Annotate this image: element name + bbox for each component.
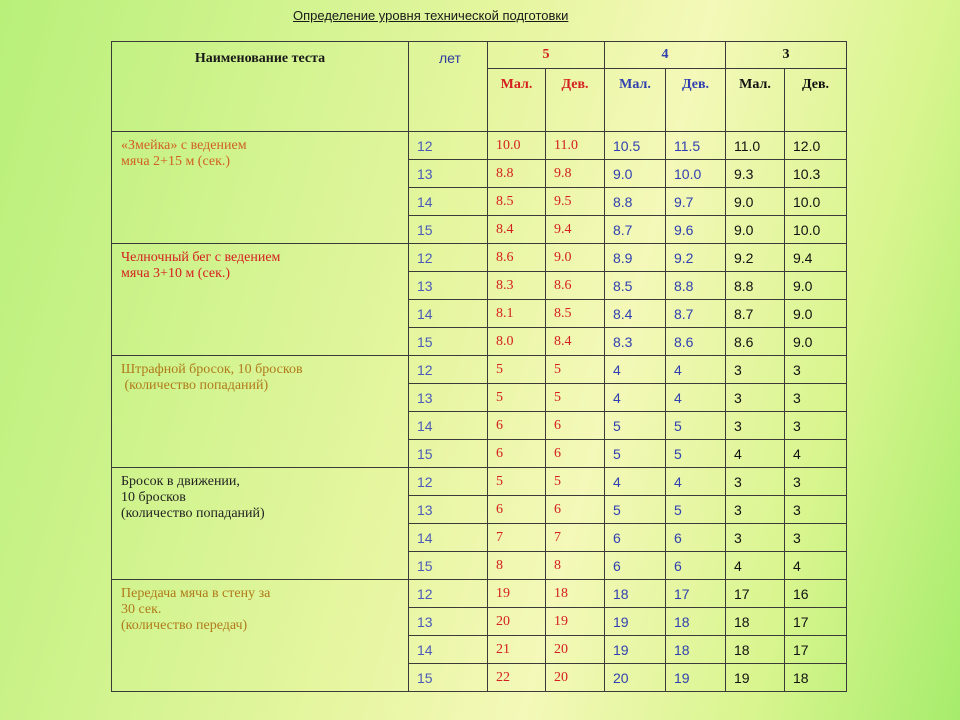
value-cell-boys-3: 8.6 <box>726 328 785 356</box>
test-name-cell <box>112 468 409 580</box>
value-cell-girls-3: 18 <box>785 664 847 692</box>
age-cell: 14 <box>409 300 488 328</box>
test-name-line: мяча 3+10 м (сек.) <box>121 266 231 281</box>
value-cell-girls-4: 4 <box>666 356 726 384</box>
table-row <box>112 244 847 272</box>
value-cell-boys-3: 4 <box>726 552 785 580</box>
age-cell: 12 <box>409 132 488 160</box>
value-cell-girls-3: 10.0 <box>785 216 847 244</box>
value-cell-boys-4: 4 <box>605 384 666 412</box>
value-cell-boys-3: 17 <box>726 580 785 608</box>
value-cell-girls-5: 6 <box>546 412 605 440</box>
value-cell-boys-5: 8.4 <box>488 216 546 244</box>
age-cell: 14 <box>409 412 488 440</box>
age-cell: 13 <box>409 384 488 412</box>
value-cell-girls-4: 4 <box>666 384 726 412</box>
page-title: Определение уровня технической подготовки <box>293 8 569 23</box>
value-cell-girls-5: 7 <box>546 524 605 552</box>
value-cell-girls-3: 3 <box>785 496 847 524</box>
value-cell-boys-5: 8.1 <box>488 300 546 328</box>
value-cell-girls-4: 5 <box>666 412 726 440</box>
value-cell-boys-3: 4 <box>726 440 785 468</box>
value-cell-boys-3: 19 <box>726 664 785 692</box>
value-cell-boys-5: 8.0 <box>488 328 546 356</box>
value-cell-girls-5: 8.5 <box>546 300 605 328</box>
value-cell-girls-5: 5 <box>546 384 605 412</box>
test-name-line: Челночный бег с ведением <box>121 250 281 265</box>
age-cell: 13 <box>409 496 488 524</box>
value-cell-boys-5: 8.3 <box>488 272 546 300</box>
test-name-line: (количество попаданий) <box>121 506 265 521</box>
value-cell-boys-4: 8.8 <box>605 188 666 216</box>
value-cell-boys-5: 8.5 <box>488 188 546 216</box>
test-name-line: Передача мяча в стену за <box>121 586 271 601</box>
value-cell-boys-3: 3 <box>726 524 785 552</box>
value-cell-boys-4: 8.4 <box>605 300 666 328</box>
test-name-line: мяча 2+15 м (сек.) <box>121 154 231 169</box>
value-cell-boys-4: 19 <box>605 636 666 664</box>
age-cell: 12 <box>409 356 488 384</box>
value-cell-boys-3: 18 <box>726 636 785 664</box>
table-row <box>112 580 847 608</box>
value-cell-girls-5: 11.0 <box>546 132 605 160</box>
value-cell-boys-5: 6 <box>488 496 546 524</box>
value-cell-boys-4: 8.7 <box>605 216 666 244</box>
value-cell-girls-4: 9.2 <box>666 244 726 272</box>
value-cell-girls-5: 8.6 <box>546 272 605 300</box>
value-cell-boys-4: 8.9 <box>605 244 666 272</box>
value-cell-girls-5: 5 <box>546 468 605 496</box>
value-cell-girls-3: 10.3 <box>785 160 847 188</box>
value-cell-boys-5: 8 <box>488 552 546 580</box>
value-cell-girls-3: 17 <box>785 636 847 664</box>
value-cell-boys-3: 9.0 <box>726 216 785 244</box>
value-cell-boys-4: 6 <box>605 552 666 580</box>
age-cell: 12 <box>409 468 488 496</box>
value-cell-boys-3: 8.7 <box>726 300 785 328</box>
test-name-line: (количество попаданий) <box>121 378 269 393</box>
value-cell-boys-4: 9.0 <box>605 160 666 188</box>
value-cell-girls-4: 5 <box>666 496 726 524</box>
value-cell-girls-4: 8.8 <box>666 272 726 300</box>
value-cell-girls-4: 18 <box>666 608 726 636</box>
header-grade-4: 4 <box>605 42 726 69</box>
value-cell-boys-5: 21 <box>488 636 546 664</box>
header-age: лет <box>409 42 488 132</box>
value-cell-boys-4: 20 <box>605 664 666 692</box>
value-cell-boys-5: 10.0 <box>488 132 546 160</box>
value-cell-girls-4: 4 <box>666 468 726 496</box>
value-cell-girls-5: 8.4 <box>546 328 605 356</box>
age-cell: 13 <box>409 608 488 636</box>
value-cell-girls-3: 3 <box>785 356 847 384</box>
value-cell-girls-3: 17 <box>785 608 847 636</box>
value-cell-boys-3: 3 <box>726 412 785 440</box>
value-cell-girls-4: 8.6 <box>666 328 726 356</box>
table-row <box>112 356 847 384</box>
value-cell-boys-3: 3 <box>726 468 785 496</box>
value-cell-boys-3: 11.0 <box>726 132 785 160</box>
standards-table <box>111 41 847 692</box>
header-row-grades <box>112 42 847 69</box>
age-cell: 15 <box>409 216 488 244</box>
test-name-cell <box>112 244 409 356</box>
value-cell-boys-3: 3 <box>726 356 785 384</box>
value-cell-boys-4: 8.3 <box>605 328 666 356</box>
test-name-line: 10 бросков <box>121 490 186 505</box>
value-cell-boys-4: 6 <box>605 524 666 552</box>
value-cell-girls-3: 9.0 <box>785 272 847 300</box>
age-cell: 13 <box>409 272 488 300</box>
header-boys-3: Мал. <box>726 69 785 132</box>
value-cell-boys-3: 18 <box>726 608 785 636</box>
value-cell-girls-4: 9.7 <box>666 188 726 216</box>
value-cell-boys-3: 9.2 <box>726 244 785 272</box>
age-cell: 14 <box>409 188 488 216</box>
age-cell: 12 <box>409 580 488 608</box>
value-cell-girls-5: 18 <box>546 580 605 608</box>
value-cell-girls-5: 9.4 <box>546 216 605 244</box>
value-cell-girls-4: 8.7 <box>666 300 726 328</box>
value-cell-girls-4: 10.0 <box>666 160 726 188</box>
value-cell-girls-4: 6 <box>666 552 726 580</box>
value-cell-boys-5: 22 <box>488 664 546 692</box>
table-row <box>112 468 847 496</box>
value-cell-girls-3: 3 <box>785 384 847 412</box>
value-cell-girls-5: 20 <box>546 636 605 664</box>
header-grade-5: 5 <box>488 42 605 69</box>
age-cell: 15 <box>409 664 488 692</box>
value-cell-boys-3: 9.3 <box>726 160 785 188</box>
value-cell-girls-4: 11.5 <box>666 132 726 160</box>
value-cell-boys-5: 8.6 <box>488 244 546 272</box>
header-girls-5: Дев. <box>546 69 605 132</box>
value-cell-girls-4: 17 <box>666 580 726 608</box>
header-test-name: Наименование теста <box>112 42 409 132</box>
test-name-line: Бросок в движении, <box>121 474 240 489</box>
value-cell-girls-3: 3 <box>785 524 847 552</box>
test-name-line: «Змейка» с ведением <box>121 138 247 153</box>
age-cell: 15 <box>409 440 488 468</box>
value-cell-girls-5: 6 <box>546 496 605 524</box>
value-cell-girls-3: 16 <box>785 580 847 608</box>
age-cell: 14 <box>409 636 488 664</box>
value-cell-boys-5: 8.8 <box>488 160 546 188</box>
age-cell: 15 <box>409 328 488 356</box>
value-cell-boys-4: 8.5 <box>605 272 666 300</box>
value-cell-boys-4: 4 <box>605 468 666 496</box>
value-cell-girls-4: 5 <box>666 440 726 468</box>
value-cell-boys-3: 9.0 <box>726 188 785 216</box>
value-cell-boys-4: 10.5 <box>605 132 666 160</box>
value-cell-boys-5: 5 <box>488 384 546 412</box>
value-cell-boys-5: 19 <box>488 580 546 608</box>
age-cell: 13 <box>409 160 488 188</box>
value-cell-girls-3: 4 <box>785 552 847 580</box>
value-cell-girls-3: 12.0 <box>785 132 847 160</box>
value-cell-girls-5: 9.0 <box>546 244 605 272</box>
value-cell-girls-5: 9.5 <box>546 188 605 216</box>
value-cell-boys-4: 19 <box>605 608 666 636</box>
value-cell-girls-3: 9.0 <box>785 328 847 356</box>
value-cell-girls-3: 4 <box>785 440 847 468</box>
value-cell-girls-5: 20 <box>546 664 605 692</box>
header-girls-4: Дев. <box>666 69 726 132</box>
age-cell: 12 <box>409 244 488 272</box>
value-cell-girls-4: 9.6 <box>666 216 726 244</box>
header-girls-3: Дев. <box>785 69 847 132</box>
value-cell-boys-5: 5 <box>488 356 546 384</box>
value-cell-girls-3: 3 <box>785 468 847 496</box>
value-cell-girls-4: 6 <box>666 524 726 552</box>
value-cell-boys-3: 3 <box>726 496 785 524</box>
header-boys-4: Мал. <box>605 69 666 132</box>
test-name-cell <box>112 580 409 692</box>
value-cell-boys-4: 4 <box>605 356 666 384</box>
value-cell-girls-5: 19 <box>546 608 605 636</box>
value-cell-boys-5: 7 <box>488 524 546 552</box>
test-name-line: Штрафной бросок, 10 бросков <box>121 362 303 377</box>
value-cell-girls-3: 10.0 <box>785 188 847 216</box>
header-boys-5: Мал. <box>488 69 546 132</box>
age-cell: 15 <box>409 552 488 580</box>
value-cell-boys-3: 8.8 <box>726 272 785 300</box>
value-cell-girls-3: 3 <box>785 412 847 440</box>
header-grade-3: 3 <box>726 42 847 69</box>
table-row <box>112 132 847 160</box>
value-cell-girls-4: 19 <box>666 664 726 692</box>
value-cell-boys-4: 5 <box>605 440 666 468</box>
value-cell-girls-3: 9.4 <box>785 244 847 272</box>
value-cell-girls-5: 9.8 <box>546 160 605 188</box>
test-name-cell <box>112 132 409 244</box>
test-name-line: (количество передач) <box>121 618 248 633</box>
value-cell-boys-4: 18 <box>605 580 666 608</box>
value-cell-girls-5: 5 <box>546 356 605 384</box>
value-cell-girls-5: 8 <box>546 552 605 580</box>
value-cell-boys-4: 5 <box>605 496 666 524</box>
value-cell-boys-4: 5 <box>605 412 666 440</box>
value-cell-boys-5: 6 <box>488 412 546 440</box>
value-cell-girls-3: 9.0 <box>785 300 847 328</box>
value-cell-girls-5: 6 <box>546 440 605 468</box>
test-name-cell <box>112 356 409 468</box>
value-cell-boys-5: 6 <box>488 440 546 468</box>
age-cell: 14 <box>409 524 488 552</box>
value-cell-boys-5: 5 <box>488 468 546 496</box>
value-cell-girls-4: 18 <box>666 636 726 664</box>
test-name-line: 30 сек. <box>121 602 162 617</box>
value-cell-boys-3: 3 <box>726 384 785 412</box>
value-cell-boys-5: 20 <box>488 608 546 636</box>
